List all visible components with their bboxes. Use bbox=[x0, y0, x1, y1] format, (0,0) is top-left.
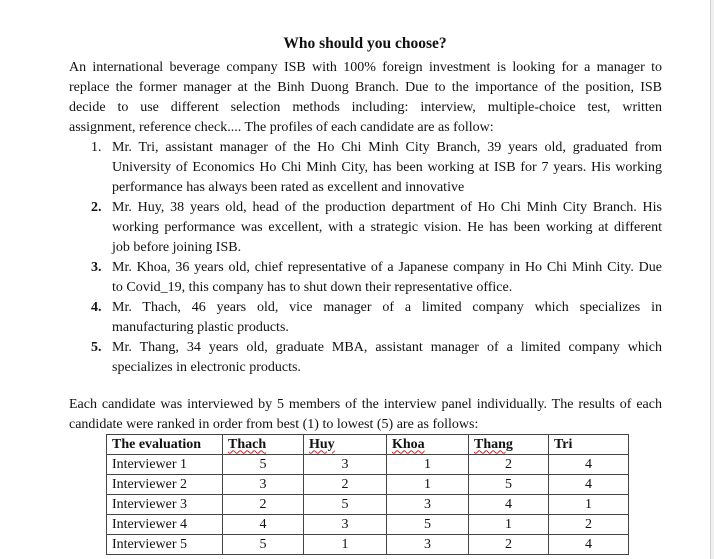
candidate-list bbox=[69, 138, 662, 378]
table-header-row bbox=[107, 435, 629, 455]
column-header: The evaluation bbox=[107, 435, 223, 455]
results-line: candidate were ranked in order from best (1) to lowest (5) are as follows: bbox=[69, 417, 479, 432]
table-cell: 3 bbox=[387, 495, 469, 515]
table-row bbox=[107, 535, 629, 555]
table-cell: 4 bbox=[223, 515, 304, 535]
table-cell: 5 bbox=[304, 495, 387, 515]
table-row bbox=[107, 455, 629, 475]
candidate-line: Mr. Tri, assistant manager of the Ho Chi Minh City Branch, 39 years old, graduated from bbox=[112, 140, 662, 155]
candidate-line: job before joining ISB. bbox=[112, 240, 242, 255]
list-number: 2. bbox=[91, 200, 102, 215]
table-cell: 2 bbox=[469, 535, 549, 555]
column-header: Tri bbox=[549, 435, 629, 455]
table-cell: 3 bbox=[304, 455, 387, 475]
intro-line: An international beverage company ISB with 100% foreign investment is looking for a manager to bbox=[69, 60, 662, 75]
table-cell: 2 bbox=[469, 455, 549, 475]
intro-paragraph bbox=[69, 58, 662, 138]
table-cell: 2 bbox=[549, 515, 629, 535]
candidate-item bbox=[69, 138, 662, 198]
candidate-item bbox=[69, 198, 662, 258]
candidate-line: specializes in electronic products. bbox=[112, 360, 301, 375]
table-cell: 1 bbox=[387, 455, 469, 475]
column-header: Huy bbox=[304, 435, 387, 455]
list-number: 5. bbox=[91, 340, 102, 355]
table-cell: 1 bbox=[387, 475, 469, 495]
candidate-line: to Covid_19, this company has to shut down their representative office. bbox=[112, 280, 513, 295]
candidate-item bbox=[69, 338, 662, 378]
table-row bbox=[107, 475, 629, 495]
candidate-line: Mr. Thang, 34 years old, graduate MBA, assistant manager of a limited company which bbox=[112, 340, 662, 355]
table-cell: 1 bbox=[304, 535, 387, 555]
row-label: Interviewer 5 bbox=[107, 535, 223, 555]
column-header: Khoa bbox=[387, 435, 469, 455]
row-label: Interviewer 1 bbox=[107, 455, 223, 475]
intro-line: replace the former manager at the Binh Duong Branch. Due to the importance of the position, ISB bbox=[69, 80, 662, 95]
page-edge bbox=[710, 0, 714, 559]
candidate-line: Mr. Khoa, 36 years old, chief representative of a Japanese company in Ho Chi Minh City. Due bbox=[112, 260, 662, 275]
row-label: Interviewer 2 bbox=[107, 475, 223, 495]
evaluation-table bbox=[106, 434, 629, 555]
table-row bbox=[107, 495, 629, 515]
table-cell: 5 bbox=[469, 475, 549, 495]
table-cell: 3 bbox=[223, 475, 304, 495]
table-cell: 4 bbox=[549, 535, 629, 555]
column-header: Thang bbox=[469, 435, 549, 455]
table-cell: 1 bbox=[549, 495, 629, 515]
table-cell: 5 bbox=[223, 455, 304, 475]
list-number: 4. bbox=[91, 300, 102, 315]
candidate-line: University of Economics Ho Chi Minh City, has been working at ISB for 7 years. His working bbox=[112, 160, 662, 175]
candidate-line: manufacturing plastic products. bbox=[112, 320, 289, 335]
table-cell: 4 bbox=[549, 475, 629, 495]
table-cell: 5 bbox=[387, 515, 469, 535]
table-cell: 5 bbox=[223, 535, 304, 555]
candidate-item bbox=[69, 258, 662, 298]
list-number: 3. bbox=[91, 260, 102, 275]
table-row bbox=[107, 515, 629, 535]
column-header: Thach bbox=[223, 435, 304, 455]
table-cell: 4 bbox=[469, 495, 549, 515]
candidate-line: Mr. Thach, 46 years old, vice manager of a limited company which specializes in bbox=[112, 300, 662, 315]
table-cell: 3 bbox=[387, 535, 469, 555]
results-paragraph bbox=[69, 395, 662, 435]
candidate-item bbox=[69, 298, 662, 338]
candidate-line: working performance was excellent, with a strategic vision. He has been working at different bbox=[112, 220, 662, 235]
document-title: Who should you choose? bbox=[283, 35, 447, 52]
candidate-line: Mr. Huy, 38 years old, head of the production department of Ho Chi Minh City Branch. His bbox=[112, 200, 662, 215]
list-number: 1. bbox=[91, 140, 102, 155]
table-cell: 3 bbox=[304, 515, 387, 535]
row-label: Interviewer 3 bbox=[107, 495, 223, 515]
row-label: Interviewer 4 bbox=[107, 515, 223, 535]
intro-line: assignment, reference check.... The profiles of each candidate are as follow: bbox=[69, 120, 494, 135]
table-cell: 4 bbox=[549, 455, 629, 475]
table-cell: 2 bbox=[304, 475, 387, 495]
table-cell: 1 bbox=[469, 515, 549, 535]
table-cell: 2 bbox=[223, 495, 304, 515]
intro-line: decide to use different selection methods including: interview, multiple-choice test, written bbox=[69, 100, 662, 115]
results-line: Each candidate was interviewed by 5 members of the interview panel individually. The results of each bbox=[69, 397, 662, 412]
candidate-line: performance has always been rated as excellent and innovative bbox=[112, 180, 465, 195]
